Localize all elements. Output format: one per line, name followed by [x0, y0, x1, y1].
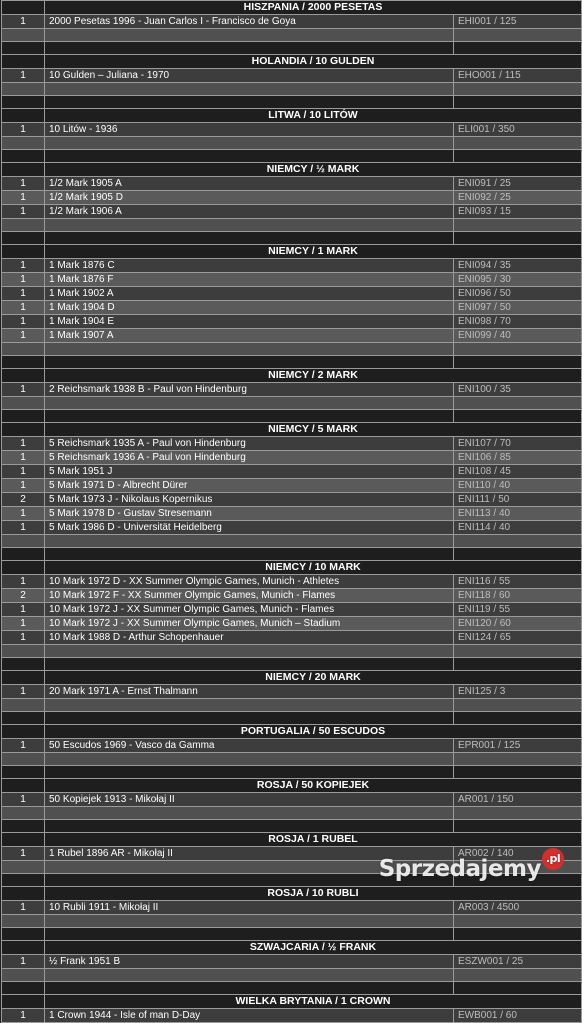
- code-price-cell: AR001 / 150: [454, 793, 582, 807]
- quantity-cell: 1: [2, 521, 45, 535]
- section-title: WIELKA BRYTANIA / 1 CROWN: [45, 995, 582, 1009]
- header-empty-cell: [2, 163, 45, 177]
- section-title: NIEMCY / 5 MARK: [45, 423, 582, 437]
- section-title: NIEMCY / ½ MARK: [45, 163, 582, 177]
- spacer-cell: [2, 42, 45, 55]
- spacer-cell: [45, 150, 454, 163]
- quantity-cell: 1: [2, 631, 45, 645]
- description-cell: 1 Mark 1876 F: [45, 273, 454, 287]
- section-title: LITWA / 10 LITÓW: [45, 109, 582, 123]
- table-row: [2, 287, 582, 301]
- spacer-cell: [454, 645, 582, 658]
- spacer-cell: [45, 699, 454, 712]
- spacer-row: [2, 982, 582, 995]
- description-cell: 5 Mark 1951 J: [45, 465, 454, 479]
- description-cell: 50 Kopiejek 1913 - Mikołaj II: [45, 793, 454, 807]
- header-empty-cell: [2, 245, 45, 259]
- spacer-cell: [45, 535, 454, 548]
- spacer-cell: [45, 397, 454, 410]
- section-header-row: [2, 779, 582, 793]
- header-empty-cell: [2, 941, 45, 955]
- header-empty-cell: [2, 725, 45, 739]
- description-cell: 10 Mark 1972 D - XX Summer Olympic Games, Munich - Athletes: [45, 575, 454, 589]
- table-row: [2, 793, 582, 807]
- spacer-cell: [454, 982, 582, 995]
- spacer-row: [2, 356, 582, 369]
- quantity-cell: 1: [2, 507, 45, 521]
- quantity-cell: 1: [2, 301, 45, 315]
- description-cell: 2000 Pesetas 1996 - Juan Carlos I - Francisco de Goya: [45, 15, 454, 29]
- description-cell: 10 Gulden – Juliana - 1970: [45, 69, 454, 83]
- section-title: SZWAJCARIA / ½ FRANK: [45, 941, 582, 955]
- code-price-cell: ENI108 / 45: [454, 465, 582, 479]
- code-price-cell: ENI096 / 50: [454, 287, 582, 301]
- spacer-cell: [45, 356, 454, 369]
- table-row: [2, 451, 582, 465]
- spacer-cell: [454, 766, 582, 779]
- spacer-cell: [2, 766, 45, 779]
- spacer-cell: [2, 150, 45, 163]
- table-row: [2, 205, 582, 219]
- description-cell: 5 Mark 1973 J - Nikolaus Kopernikus: [45, 493, 454, 507]
- code-price-cell: ENI099 / 40: [454, 329, 582, 343]
- section-header-row: [2, 887, 582, 901]
- description-cell: 10 Mark 1972 F - XX Summer Olympic Games, Munich - Flames: [45, 589, 454, 603]
- code-price-cell: ENI097 / 50: [454, 301, 582, 315]
- spacer-row: [2, 915, 582, 928]
- spacer-cell: [45, 410, 454, 423]
- table-row: [2, 69, 582, 83]
- spacer-cell: [45, 928, 454, 941]
- spacer-cell: [45, 820, 454, 833]
- spacer-row: [2, 397, 582, 410]
- section-title: NIEMCY / 10 MARK: [45, 561, 582, 575]
- code-price-cell: EHO001 / 115: [454, 69, 582, 83]
- quantity-cell: 1: [2, 205, 45, 219]
- header-empty-cell: [2, 423, 45, 437]
- spacer-cell: [454, 29, 582, 42]
- code-price-cell: ESZW001 / 25: [454, 955, 582, 969]
- table-row: [2, 507, 582, 521]
- quantity-cell: 1: [2, 69, 45, 83]
- table-row: [2, 685, 582, 699]
- code-price-cell: ENI098 / 70: [454, 315, 582, 329]
- description-cell: 50 Escudos 1969 - Vasco da Gamma: [45, 739, 454, 753]
- code-price-cell: ENI092 / 25: [454, 191, 582, 205]
- spacer-cell: [2, 699, 45, 712]
- spacer-cell: [45, 219, 454, 232]
- spacer-cell: [454, 820, 582, 833]
- spacer-row: [2, 137, 582, 150]
- code-price-cell: ENI093 / 15: [454, 205, 582, 219]
- spacer-cell: [2, 410, 45, 423]
- section-header-row: [2, 725, 582, 739]
- description-cell: 1/2 Mark 1906 A: [45, 205, 454, 219]
- quantity-cell: 1: [2, 465, 45, 479]
- description-cell: 10 Litów - 1936: [45, 123, 454, 137]
- section-header-row: [2, 109, 582, 123]
- header-empty-cell: [2, 55, 45, 69]
- spacer-row: [2, 645, 582, 658]
- quantity-cell: 1: [2, 603, 45, 617]
- quantity-cell: 1: [2, 451, 45, 465]
- description-cell: 20 Mark 1971 A - Ernst Thalmann: [45, 685, 454, 699]
- spacer-cell: [2, 658, 45, 671]
- spacer-row: [2, 820, 582, 833]
- spacer-cell: [2, 548, 45, 561]
- spacer-cell: [454, 42, 582, 55]
- spacer-row: [2, 766, 582, 779]
- spacer-cell: [454, 96, 582, 109]
- description-cell: 10 Mark 1972 J - XX Summer Olympic Games, Munich – Stadium: [45, 617, 454, 631]
- spacer-cell: [454, 807, 582, 820]
- description-cell: 5 Mark 1971 D - Albrecht Dürer: [45, 479, 454, 493]
- table-row: [2, 301, 582, 315]
- spacer-cell: [2, 535, 45, 548]
- section-title: HOLANDIA / 10 GULDEN: [45, 55, 582, 69]
- section-title: ROSJA / 10 RUBLI: [45, 887, 582, 901]
- spacer-cell: [2, 820, 45, 833]
- section-title: NIEMCY / 20 MARK: [45, 671, 582, 685]
- spacer-cell: [454, 753, 582, 766]
- quantity-cell: 1: [2, 901, 45, 915]
- description-cell: 1 Mark 1907 A: [45, 329, 454, 343]
- spacer-cell: [45, 753, 454, 766]
- spacer-cell: [45, 137, 454, 150]
- quantity-cell: 1: [2, 191, 45, 205]
- section-header-row: [2, 561, 582, 575]
- table-row: [2, 315, 582, 329]
- section-header-row: [2, 245, 582, 259]
- table-row: [2, 123, 582, 137]
- spacer-cell: [454, 232, 582, 245]
- description-cell: 2 Reichsmark 1938 B - Paul von Hindenburg: [45, 383, 454, 397]
- header-empty-cell: [2, 561, 45, 575]
- section-header-row: [2, 163, 582, 177]
- code-price-cell: ENI094 / 35: [454, 259, 582, 273]
- spacer-row: [2, 548, 582, 561]
- quantity-cell: 1: [2, 259, 45, 273]
- watermark-text: Sprzedajemy: [378, 856, 541, 882]
- table-row: [2, 631, 582, 645]
- description-cell: 5 Mark 1978 D - Gustav Stresemann: [45, 507, 454, 521]
- code-price-cell: ENI116 / 55: [454, 575, 582, 589]
- table-row: [2, 383, 582, 397]
- description-cell: 1/2 Mark 1905 A: [45, 177, 454, 191]
- table-row: [2, 493, 582, 507]
- spacer-cell: [45, 982, 454, 995]
- spacer-cell: [2, 861, 45, 874]
- section-header-row: [2, 1, 582, 15]
- spacer-cell: [45, 645, 454, 658]
- description-cell: ½ Frank 1951 B: [45, 955, 454, 969]
- spacer-cell: [45, 548, 454, 561]
- code-price-cell: ENI111 / 50: [454, 493, 582, 507]
- table-row: [2, 617, 582, 631]
- spacer-cell: [454, 219, 582, 232]
- section-header-row: [2, 995, 582, 1009]
- spacer-cell: [454, 343, 582, 356]
- quantity-cell: 1: [2, 793, 45, 807]
- code-price-cell: ENI119 / 55: [454, 603, 582, 617]
- section-title: NIEMCY / 2 MARK: [45, 369, 582, 383]
- header-empty-cell: [2, 369, 45, 383]
- description-cell: 1 Mark 1904 D: [45, 301, 454, 315]
- code-price-cell: ELI001 / 350: [454, 123, 582, 137]
- section-header-row: [2, 369, 582, 383]
- table-row: [2, 739, 582, 753]
- section-header-row: [2, 833, 582, 847]
- header-empty-cell: [2, 995, 45, 1009]
- spacer-cell: [454, 137, 582, 150]
- spacer-cell: [2, 29, 45, 42]
- code-price-cell: ENI107 / 70: [454, 437, 582, 451]
- spacer-cell: [2, 83, 45, 96]
- spacer-cell: [45, 969, 454, 982]
- table-row: [2, 15, 582, 29]
- spacer-cell: [454, 410, 582, 423]
- description-cell: 10 Mark 1972 J - XX Summer Olympic Games, Munich - Flames: [45, 603, 454, 617]
- spacer-cell: [2, 915, 45, 928]
- code-price-cell: ENI095 / 30: [454, 273, 582, 287]
- section-header-row: [2, 941, 582, 955]
- section-title: ROSJA / 50 KOPIEJEK: [45, 779, 582, 793]
- quantity-cell: 1: [2, 315, 45, 329]
- code-price-cell: ENI114 / 40: [454, 521, 582, 535]
- spacer-cell: [454, 699, 582, 712]
- spacer-cell: [454, 548, 582, 561]
- table-row: [2, 329, 582, 343]
- spacer-cell: [2, 356, 45, 369]
- description-cell: 1 Rubel 1896 AR - Mikołaj II: [45, 847, 454, 861]
- section-header-row: [2, 423, 582, 437]
- quantity-cell: 1: [2, 177, 45, 191]
- quantity-cell: 1: [2, 685, 45, 699]
- code-price-cell: ENI106 / 85: [454, 451, 582, 465]
- spacer-cell: [454, 83, 582, 96]
- spacer-cell: [454, 397, 582, 410]
- description-cell: 1 Crown 1944 - Isle of man D-Day: [45, 1009, 454, 1023]
- description-cell: 10 Mark 1988 D - Arthur Schopenhauer: [45, 631, 454, 645]
- section-title: PORTUGALIA / 50 ESCUDOS: [45, 725, 582, 739]
- code-price-cell: AR002 / 140: [454, 847, 582, 861]
- spacer-row: [2, 42, 582, 55]
- spacer-row: [2, 96, 582, 109]
- spacer-cell: [45, 343, 454, 356]
- quantity-cell: 1: [2, 739, 45, 753]
- table-row: [2, 177, 582, 191]
- spacer-cell: [454, 915, 582, 928]
- table-row: [2, 603, 582, 617]
- section-title: ROSJA / 1 RUBEL: [45, 833, 582, 847]
- quantity-cell: 1: [2, 383, 45, 397]
- quantity-cell: 1: [2, 287, 45, 301]
- spacer-row: [2, 150, 582, 163]
- spacer-cell: [2, 96, 45, 109]
- spacer-row: [2, 928, 582, 941]
- spacer-row: [2, 29, 582, 42]
- table-row: [2, 1009, 582, 1023]
- quantity-cell: 1: [2, 479, 45, 493]
- code-price-cell: ENI125 / 3: [454, 685, 582, 699]
- table-row: [2, 437, 582, 451]
- header-empty-cell: [2, 671, 45, 685]
- spacer-cell: [454, 969, 582, 982]
- quantity-cell: 1: [2, 847, 45, 861]
- spacer-row: [2, 535, 582, 548]
- spacer-row: [2, 410, 582, 423]
- section-title: NIEMCY / 1 MARK: [45, 245, 582, 259]
- description-cell: 5 Mark 1986 D - Universität Heidelberg: [45, 521, 454, 535]
- quantity-cell: 1: [2, 329, 45, 343]
- description-cell: 1/2 Mark 1905 D: [45, 191, 454, 205]
- code-price-cell: ENI118 / 60: [454, 589, 582, 603]
- section-header-row: [2, 55, 582, 69]
- code-price-cell: ENI110 / 40: [454, 479, 582, 493]
- spacer-cell: [45, 83, 454, 96]
- spacer-row: [2, 969, 582, 982]
- table-row: [2, 575, 582, 589]
- spacer-cell: [45, 29, 454, 42]
- spacer-cell: [45, 712, 454, 725]
- spacer-cell: [2, 712, 45, 725]
- spacer-cell: [2, 928, 45, 941]
- code-price-cell: ENI124 / 65: [454, 631, 582, 645]
- spacer-cell: [2, 397, 45, 410]
- quantity-cell: 1: [2, 575, 45, 589]
- spacer-row: [2, 232, 582, 245]
- spacer-cell: [2, 807, 45, 820]
- code-price-cell: ENI120 / 60: [454, 617, 582, 631]
- spacer-row: [2, 712, 582, 725]
- spacer-row: [2, 658, 582, 671]
- description-cell: 5 Reichsmark 1936 A - Paul von Hindenburg: [45, 451, 454, 465]
- spacer-cell: [45, 766, 454, 779]
- description-cell: 1 Mark 1902 A: [45, 287, 454, 301]
- spacer-cell: [45, 915, 454, 928]
- spacer-cell: [2, 219, 45, 232]
- description-cell: 1 Mark 1904 E: [45, 315, 454, 329]
- spacer-cell: [2, 137, 45, 150]
- spacer-row: [2, 343, 582, 356]
- description-cell: 10 Rubli 1911 - Mikołaj II: [45, 901, 454, 915]
- table-row: [2, 901, 582, 915]
- spacer-row: [2, 83, 582, 96]
- spacer-cell: [454, 535, 582, 548]
- spacer-cell: [45, 42, 454, 55]
- spacer-cell: [2, 343, 45, 356]
- quantity-cell: 1: [2, 123, 45, 137]
- spacer-cell: [2, 982, 45, 995]
- spacer-row: [2, 699, 582, 712]
- header-empty-cell: [2, 779, 45, 793]
- code-price-cell: EHI001 / 125: [454, 15, 582, 29]
- quantity-cell: 1: [2, 15, 45, 29]
- header-empty-cell: [2, 1, 45, 15]
- spacer-cell: [45, 96, 454, 109]
- quantity-cell: 1: [2, 617, 45, 631]
- spacer-cell: [454, 658, 582, 671]
- watermark-suffix: .pl: [542, 848, 564, 870]
- quantity-cell: 1: [2, 955, 45, 969]
- header-empty-cell: [2, 109, 45, 123]
- quantity-cell: 2: [2, 493, 45, 507]
- spacer-cell: [2, 874, 45, 887]
- quantity-cell: 2: [2, 589, 45, 603]
- code-price-cell: ENI091 / 25: [454, 177, 582, 191]
- spacer-cell: [45, 807, 454, 820]
- spacer-cell: [454, 712, 582, 725]
- table-row: [2, 589, 582, 603]
- code-price-cell: EWB001 / 60: [454, 1009, 582, 1023]
- description-cell: 1 Mark 1876 C: [45, 259, 454, 273]
- spacer-cell: [454, 928, 582, 941]
- table-row: [2, 955, 582, 969]
- table-row: [2, 521, 582, 535]
- spacer-cell: [45, 658, 454, 671]
- table-row: [2, 259, 582, 273]
- code-price-cell: EPR001 / 125: [454, 739, 582, 753]
- quantity-cell: 1: [2, 273, 45, 287]
- quantity-cell: 1: [2, 437, 45, 451]
- header-empty-cell: [2, 833, 45, 847]
- code-price-cell: AR003 / 4500: [454, 901, 582, 915]
- spacer-cell: [454, 356, 582, 369]
- spacer-cell: [45, 232, 454, 245]
- description-cell: 5 Reichsmark 1935 A - Paul von Hindenburg: [45, 437, 454, 451]
- code-price-cell: ENI100 / 35: [454, 383, 582, 397]
- spacer-cell: [2, 753, 45, 766]
- table-row: [2, 273, 582, 287]
- spacer-cell: [454, 150, 582, 163]
- spacer-row: [2, 753, 582, 766]
- section-header-row: [2, 671, 582, 685]
- spacer-cell: [2, 969, 45, 982]
- spacer-row: [2, 219, 582, 232]
- table-row: [2, 479, 582, 493]
- spacer-cell: [2, 645, 45, 658]
- spacer-cell: [2, 232, 45, 245]
- code-price-cell: ENI113 / 40: [454, 507, 582, 521]
- header-empty-cell: [2, 887, 45, 901]
- spacer-row: [2, 807, 582, 820]
- section-title: HISZPANIA / 2000 PESETAS: [45, 1, 582, 15]
- quantity-cell: 1: [2, 1009, 45, 1023]
- table-row: [2, 191, 582, 205]
- table-row: [2, 465, 582, 479]
